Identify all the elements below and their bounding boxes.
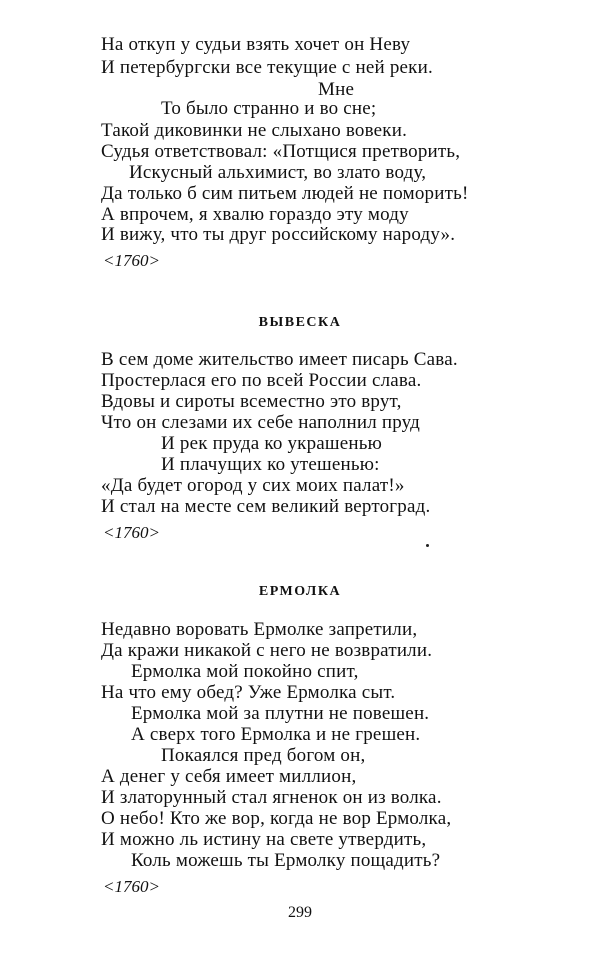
verse-line: Мне <box>318 79 355 100</box>
verse-line: Что он слезами их себе наполнил пруд <box>101 412 421 433</box>
verse-line: Такой диковинки не слыхано вовеки. <box>101 120 408 141</box>
poem-date: <1760> <box>103 877 160 896</box>
verse-line: Коль можешь ты Ермолку пощадить? <box>131 850 441 871</box>
poem-date: <1760> <box>103 251 160 270</box>
verse-line: Судья ответствовал: «Потщися претворить, <box>101 141 461 162</box>
verse-line: А денег у себя имеет миллион, <box>101 766 357 787</box>
verse-line: И вижу, что ты друг российскому народу». <box>101 224 456 245</box>
verse-line: Искусный альхимист, во злато воду, <box>129 162 427 183</box>
poem-date: <1760> <box>103 523 160 542</box>
poem-title: ВЫВЕСКА <box>258 315 342 330</box>
page-number: 299 <box>288 904 312 921</box>
verse-line: Да только б сим питьем людей не поморить! <box>101 183 469 204</box>
verse-line: И плачущих ко утешенью: <box>161 454 380 475</box>
verse-line: Недавно воровать Ермолке запретили, <box>101 619 418 640</box>
verse-line: Да кражи никакой с него не возвратили. <box>101 640 433 661</box>
verse-line: В сем доме жительство имеет писарь Сава. <box>101 349 458 370</box>
verse-line: На что ему обед? Уже Ермолка сыт. <box>101 682 396 703</box>
verse-line: Ермолка мой за плутни не повешен. <box>131 703 430 724</box>
verse-line: Покаялся пред богом он, <box>161 745 366 766</box>
verse-line: Простерлася его по всей России слава. <box>101 370 422 391</box>
verse-line: Вдовы и сироты всеместно это врут, <box>101 391 402 412</box>
print-speck <box>426 544 429 547</box>
verse-line: «Да будет огород у сих моих палат!» <box>101 475 405 496</box>
verse-line: И рек пруда ко украшенью <box>161 433 383 454</box>
verse-line: И стал на месте сем великий вертоград. <box>101 496 431 517</box>
verse-line: И петербургски все текущие с ней реки. <box>101 57 433 78</box>
verse-line: А сверх того Ермолка и не грешен. <box>131 724 421 745</box>
verse-line: И златорунный стал ягненок он из волка. <box>101 787 442 808</box>
verse-line: Ермолка мой покойно спит, <box>131 661 359 682</box>
poem-title: ЕРМОЛКА <box>258 584 342 599</box>
verse-line: На откуп у судьи взять хочет он Неву <box>101 34 411 55</box>
verse-line: О небо! Кто же вор, когда не вор Ермолка, <box>101 808 452 829</box>
verse-line: И можно ль истину на свете утвердить, <box>101 829 427 850</box>
verse-line: А впрочем, я хвалю гораздо эту моду <box>101 204 409 225</box>
verse-line: То было странно и во сне; <box>161 98 377 119</box>
